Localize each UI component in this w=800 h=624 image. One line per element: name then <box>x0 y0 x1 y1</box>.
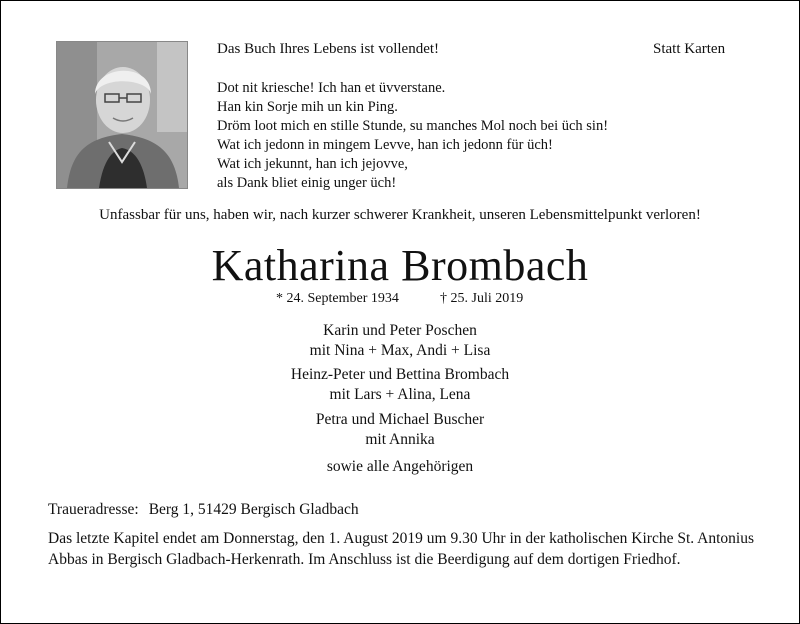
portrait-image <box>57 42 187 188</box>
family-children: mit Annika <box>365 431 435 448</box>
address-value: Berg 1, 51429 Bergisch Gladbach <box>148 501 359 518</box>
address-label: Traueradresse: <box>48 501 139 518</box>
family-group <box>1 410 799 450</box>
poem-line: Wat ich jedonn in mingem Levve, han ich jedonn für üch! <box>217 137 553 153</box>
poem-stanza-2 <box>217 136 553 193</box>
statt-karten-label: Statt Karten <box>653 41 726 57</box>
mourning-address <box>48 501 359 519</box>
family-names: Karin und Peter Poschen <box>323 322 477 339</box>
intro-line: Das Buch Ihres Lebens ist vollendet! <box>217 41 440 57</box>
funeral-details: Das letzte Kapitel endet am Donnerstag, den 1. August 2019 um 9.30 Uhr in der katholischen Kirche St. Antonius Abbas in Bergisch Gladbach-Herkenrath. Im Anschluss ist die Beerdigung auf dem dortigen Friedhof. <box>48 530 754 568</box>
poem-line: Dot nit kriesche! Ich han et üvverstane. <box>217 80 446 96</box>
poem-line: als Dank bliet einig unger üch! <box>217 175 397 191</box>
family-names: Petra und Michael Buscher <box>315 411 485 428</box>
family-children: mit Nina + Max, Andi + Lisa <box>309 342 491 359</box>
family-group <box>1 321 799 361</box>
death-date: † 25. Juli 2019 <box>440 291 524 306</box>
birth-date: * 24. September 1934 <box>276 291 399 306</box>
poem-stanza-1 <box>217 79 608 136</box>
relatives-line: sowie alle Angehörigen <box>326 458 474 475</box>
deceased-name: Katharina Brombach <box>211 241 589 290</box>
poem-line: Dröm loot mich en stille Stunde, su manches Mol noch bei üch sin! <box>217 118 609 134</box>
poem-line: Wat ich jekunnt, han ich jejovve, <box>217 156 408 172</box>
lead-sentence: Unfassbar für uns, haben wir, nach kurzer schwerer Krankheit, unseren Lebensmittelpunkt verloren! <box>99 207 701 223</box>
family-children: mit Lars + Alina, Lena <box>329 386 471 403</box>
portrait-photo <box>56 41 188 189</box>
family-names: Heinz-Peter und Bettina Brombach <box>290 366 510 383</box>
poem-line: Han kin Sorje mih un kin Ping. <box>217 99 398 115</box>
family-group <box>1 365 799 405</box>
